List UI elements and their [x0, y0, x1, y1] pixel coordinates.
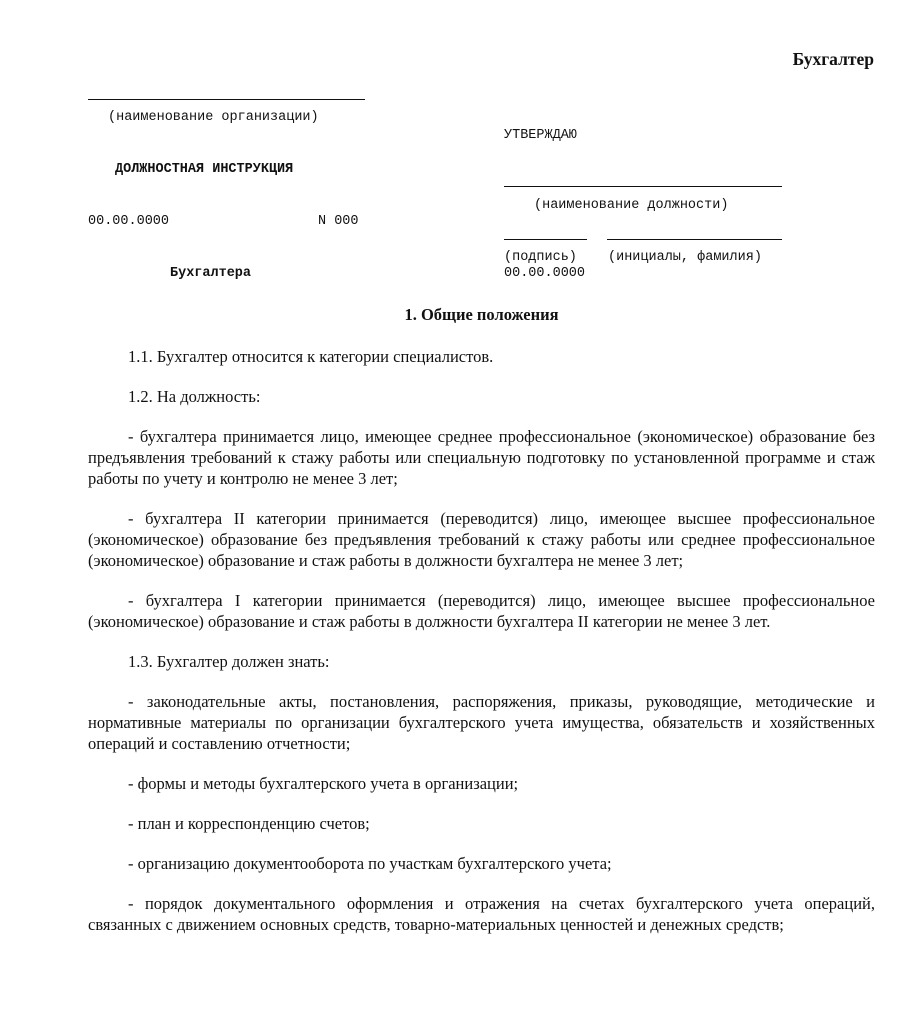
section-body — [88, 346, 875, 954]
document-title: Бухгалтер — [792, 49, 874, 69]
organization-name-line — [88, 99, 365, 100]
position-caption: (наименование должности) — [534, 198, 729, 213]
approval-label: УТВЕРЖДАЮ — [504, 128, 577, 143]
signature-line — [504, 239, 587, 240]
list-item: - организацию документооборота по участкам бухгалтерского учета; — [128, 854, 612, 873]
list-item: - законодательные акты, постановления, распоряжения, приказы, руководящие, методические и нормативные материалы по организации бухгалтерского учета имущества, обязательств и хозяйственных операций и составлению отчетности; — [88, 692, 875, 753]
list-item: - порядок документального оформления и отражения на счетах бухгалтерского учета операций, связанных с движением основных средств, товарно-материальных ценностей и денежных средств; — [88, 894, 875, 934]
list-item: - бухгалтера I категории принимается (переводится) лицо, имеющее высшее профессиональное (экономическое) образование и стаж работы в должности бухгалтера II категории не менее 3 лет. — [88, 591, 875, 631]
approval-date: 00.00.0000 — [504, 266, 586, 281]
document-type-heading: ДОЛЖНОСТНАЯ ИНСТРУКЦИЯ — [115, 162, 294, 177]
paragraph-1-1: 1.1. Бухгалтер относится к категории специалистов. — [128, 347, 494, 366]
signature-caption: (подпись) — [504, 250, 577, 265]
paragraph-1-3: 1.3. Бухгалтер должен знать: — [128, 652, 330, 671]
list-item: - план и корреспонденцию счетов; — [128, 814, 370, 833]
list-item: - формы и методы бухгалтерского учета в организации; — [128, 774, 519, 793]
initials-line — [607, 239, 782, 240]
section-title: 1. Общие положения — [404, 305, 559, 324]
paragraph-1-2: 1.2. На должность: — [128, 387, 261, 406]
position-genitive: Бухгалтера — [170, 266, 252, 281]
instruction-date: 00.00.0000 — [88, 214, 170, 229]
instruction-number: N 000 — [318, 214, 359, 229]
position-name-line — [504, 186, 782, 187]
initials-caption: (инициалы, фамилия) — [608, 250, 762, 265]
list-item: - бухгалтера II категории принимается (переводится) лицо, имеющее высшее профессиональное (экономическое) образование без предъявления требований к стажу работы или среднее профессиональное (экономическое) образование и стаж работы в должности бухгалтера не менее 3 лет; — [88, 509, 875, 570]
list-item: - бухгалтера принимается лицо, имеющее среднее профессиональное (экономическое) образование без предъявления требований к стажу работы или специальную подготовку по установленной программе и стаж работы по учету и контролю не менее 3 лет; — [88, 427, 875, 488]
organization-caption: (наименование организации) — [108, 110, 319, 125]
